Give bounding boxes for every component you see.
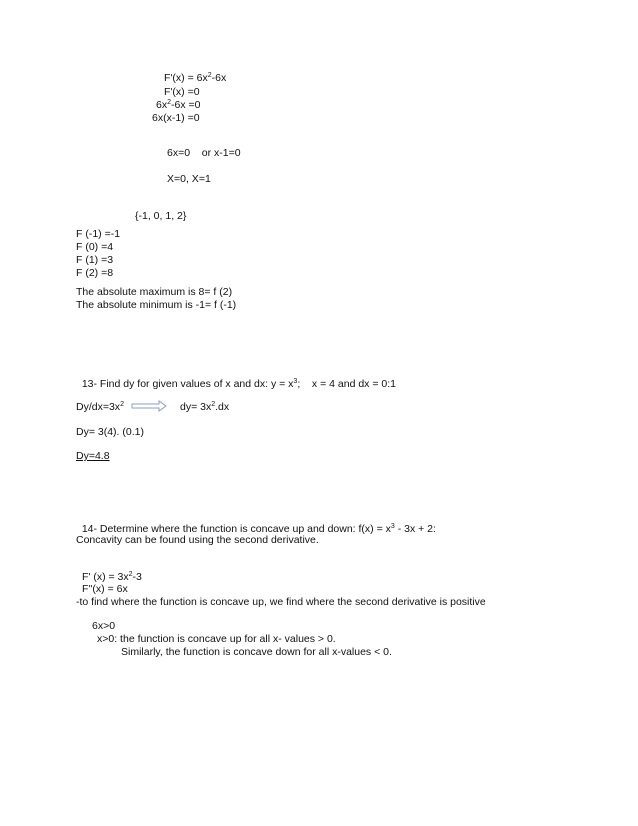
exponent: 3 [390,523,395,530]
q14-concave-down: Similarly, the function is concave down for all x-values < 0. [121,646,392,658]
function-value-4: F (2) =8 [76,267,114,279]
derivative-zero-line: F'(x) =0 [164,86,200,98]
q13-differential [180,401,229,414]
text: F'(x) = 6x [164,72,208,84]
text: 13- Find dy for given values of x and dx: y = x [81,378,294,390]
first-derivative-line [164,72,226,85]
exponent: 3 [293,378,298,385]
q14-intro: Concavity can be found using the second derivative. [76,534,319,546]
text: 6x [156,99,168,111]
text: .dx [215,401,230,413]
text: F' (x) = 3x [82,571,129,583]
exponent: 2 [211,401,216,408]
text: dy= 3x [180,401,212,413]
function-value-2: F (0) =4 [76,241,114,253]
q14-prompt [76,510,436,536]
exponent: 2 [128,571,133,578]
text: - 3x + 2: [394,523,436,535]
text: Dy/dx=3x [76,401,121,413]
exponent: 2 [207,72,212,79]
function-value-1: F (-1) =-1 [76,228,121,240]
q13-prompt [76,365,396,391]
q14-method: -to find where the function is concave up, we find where the second derivative is positive [76,596,486,608]
q14-second-derivative: F''(x) = 6x [82,583,128,595]
exponent: 2 [120,401,124,408]
text: ; x = 4 and dx = 0:1 [297,378,396,390]
q14-concave-up: x>0: the function is concave up for all x- values > 0. [97,633,336,645]
implies-arrow-icon [131,400,167,412]
exponent: 2 [167,99,171,106]
text: 14- Determine where the function is concave up and down: f(x) = x [81,523,391,535]
absolute-minimum: The absolute minimum is -1= f (-1) [76,299,237,311]
q13-result: Dy=4.8 [76,450,110,462]
q13-substitution: Dy= 3(4). (0.1) [76,426,144,438]
factored-line: 6x(x-1) =0 [152,112,200,124]
roots-equation-line: 6x=0 or x-1=0 [167,147,241,159]
expanded-zero-line [156,99,200,112]
text: -6x [211,72,227,84]
roots-line: X=0, X=1 [167,173,211,185]
text: -3 [132,571,142,583]
function-value-3: F (1) =3 [76,254,114,266]
candidate-set-line: {-1, 0, 1, 2} [135,210,187,222]
q13-derivative [76,401,124,414]
absolute-maximum: The absolute maximum is 8= f (2) [76,286,233,298]
text: -6x =0 [171,99,201,111]
q14-inequality: 6x>0 [92,620,116,632]
